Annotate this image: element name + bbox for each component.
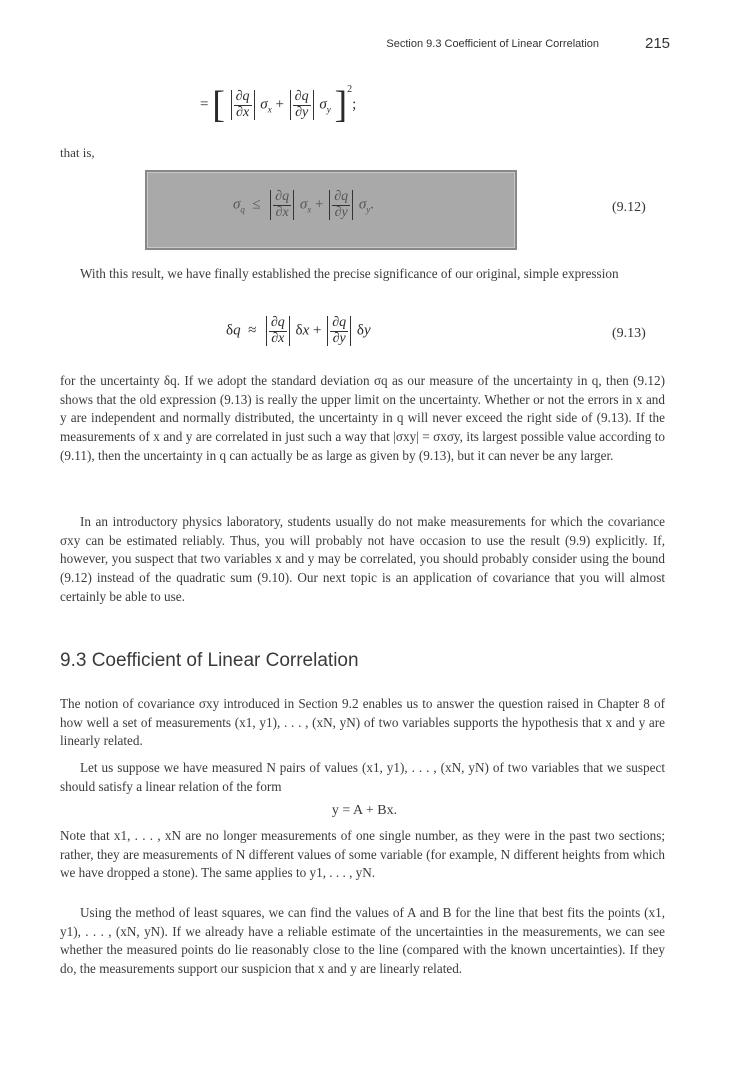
- paragraph-2: for the uncertainty δq. If we adopt the standard deviation σq as our measure of the uncertainty in q, then (9.12) shows that the old expression (9.13) is really the upper limit on the uncertainty. Whether or not the errors in x and y are independent and normally distributed, the uncertainty in q will never exceed the right side of (9.13). If the measurements of x and y are correlated in just such a way that |σxy| = σxσy, its largest possible value according to (9.11), then the uncertainty in q can actually be as large as given by (9.13), but it can never be any larger.: [60, 373, 665, 463]
- paragraph-7: Using the method of least squares, we can find the values of A and B for the line that best fits the points (x1, y1), . . . , (xN, yN). If we already have a reliable estimate of the uncertainties in the measurements, we can see whether the measured points do lie reasonably close to the line (compared with the known uncertainties). If they do, the measurements support our suspicion that x and y are linearly related.: [60, 905, 665, 977]
- equation-9-13: δq ≈ $\frac{\partial q}{\partial x}$ δx + $\frac{\partial q}{\partial y}$ δy: [226, 315, 371, 346]
- equation-number-9-12: (9.12): [612, 200, 646, 215]
- paragraph-1: With this result, we have finally established the precise significance of our original, simple expression: [80, 266, 619, 281]
- section-heading: 9.3 Coefficient of Linear Correlation: [60, 650, 359, 671]
- equation-number-9-13: (9.13): [612, 326, 646, 341]
- boxed-equation: [145, 170, 517, 250]
- paragraph-6: Note that x1, . . . , xN are no longer measurements of one single number, as they were in the past two sections; rather, they are measurements of N different values of some variable (for example, N different heights from which we have dropped a stone). The same applies to y1, . . . , yN.: [60, 828, 665, 881]
- paragraph-5: Let us suppose we have measured N pairs of values (x1, y1), . . . , (xN, yN) of two variables that we suspect should satisfy a linear relation of the form: [60, 760, 665, 794]
- running-head: Section 9.3 Coefficient of Linear Correlation: [386, 38, 599, 50]
- top-equation: = [ $\frac{\partial q}{\partial x}$ $\sigma_x$ + $\frac{\partial q}{\partial y}$ $\sigma_y$ ]$^2$;: [200, 84, 357, 126]
- paragraph-4: The notion of covariance σxy introduced in Section 9.2 enables us to answer the question raised in Chapter 8 of how well a set of measurements (x1, y1), . . . , (xN, yN) of two variables supports the hypothesis that x and y are linearly related.: [60, 696, 665, 749]
- linear-relation-equation: y = A + Bx.: [331, 803, 398, 818]
- sigma-q-bound: $\sigma_q$ ≤ $\frac{\partial q}{\partial x}$ $\sigma_x$ + $\frac{\partial q}{\partial y}$ $\sigma_y$.: [233, 189, 375, 220]
- paragraph-3: In an introductory physics laboratory, students usually do not make measurements for which the covariance σxy can be estimated reliably. Thus, you will probably not have occasion to use the result (9.9) explicitly. If, however, you suspect that two variables x and y may be correlated, you should probably consider using the bound (9.12) instead of the quadratic sum (9.10). Our next topic is an application of covariance that you will almost certainly be able to use.: [60, 514, 665, 604]
- page-number: 215: [645, 35, 671, 52]
- equals-sign: =: [200, 96, 209, 113]
- that-is-text: that is,: [60, 145, 95, 160]
